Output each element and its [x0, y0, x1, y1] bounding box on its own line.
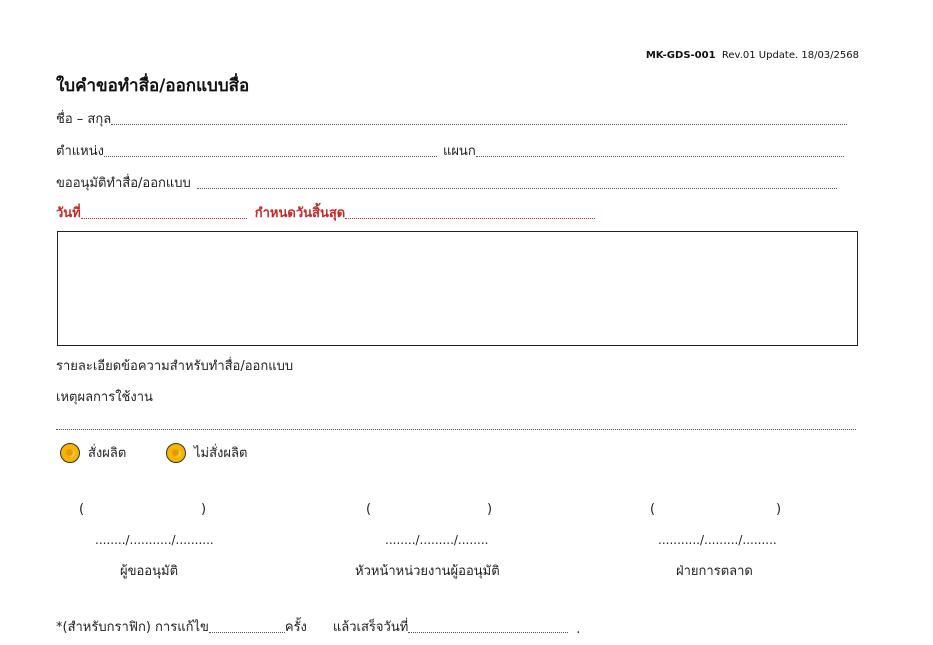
end-mark: . [576, 622, 581, 637]
name-row [56, 108, 847, 129]
doc-revision: Rev.01 Update. 18/03/2568 [721, 50, 859, 61]
sig2-paren-open: ( [366, 502, 372, 517]
position-label: ตำแหน่ง [56, 144, 104, 159]
doc-code-id: MK-GDS-001 [645, 50, 716, 61]
option-no-produce-label: ไม่สั่งผลิต [194, 446, 248, 461]
name-field[interactable] [111, 124, 847, 125]
done-date-field[interactable] [408, 632, 568, 633]
radio-icon[interactable] [166, 443, 186, 463]
option-produce-label: สั่งผลิต [88, 446, 127, 461]
name-label: ชื่อ – สกุล [56, 112, 112, 127]
date-row [56, 202, 595, 223]
graphic-footer [56, 616, 580, 637]
request-field[interactable] [197, 188, 837, 189]
done-label: แล้วเสร็จวันที่ [332, 620, 409, 635]
document-code [646, 50, 859, 61]
sig1-date[interactable]: ......../.........../.......... [95, 533, 214, 547]
radio-icon[interactable] [60, 443, 80, 463]
option-produce[interactable] [60, 442, 126, 463]
sig3-date[interactable]: .........../........./......... [658, 533, 777, 547]
deadline-field[interactable] [345, 218, 595, 219]
role-requester: ผู้ขออนุมัติ [120, 564, 179, 579]
option-no-produce[interactable] [166, 442, 247, 463]
graphic-note: *(สำหรับกราฟิก) การแก้ไข [56, 620, 209, 635]
sig1-paren-close: ) [201, 502, 207, 517]
date-label: วันที่ [56, 206, 81, 221]
request-label: ขออนุมัติทำสื่อ/ออกแบบ [56, 176, 191, 191]
sig3-paren-close: ) [776, 502, 782, 517]
sig1-paren-open: ( [79, 502, 85, 517]
department-label: แผนก [442, 144, 476, 159]
details-textbox[interactable] [57, 231, 858, 346]
role-head: หัวหน้าหน่วยงานผู้ออนุมัติ [355, 564, 500, 579]
date-field[interactable] [81, 218, 247, 219]
role-marketing: ฝ่ายการตลาด [676, 564, 753, 579]
reason-label: เหตุผลการใช้งาน [56, 390, 153, 405]
position-row [56, 140, 844, 161]
sig2-date[interactable]: ......../........./........ [385, 533, 489, 547]
position-field[interactable] [104, 156, 437, 157]
revision-count-field[interactable] [209, 632, 285, 633]
times-label: ครั้ง [284, 620, 307, 635]
department-field[interactable] [476, 156, 844, 157]
deadline-label: กำหนดวันสิ้นสุด [254, 206, 346, 221]
sig2-paren-close: ) [487, 502, 493, 517]
reason-field[interactable] [56, 429, 856, 430]
sig3-paren-open: ( [650, 502, 656, 517]
details-caption: รายละเอียดข้อความสำหรับทำสื่อ/ออกแบบ [56, 359, 294, 374]
request-row [56, 172, 837, 193]
form-title: ใบคำขอทำสื่อ/ออกแบบสื่อ [56, 76, 250, 96]
